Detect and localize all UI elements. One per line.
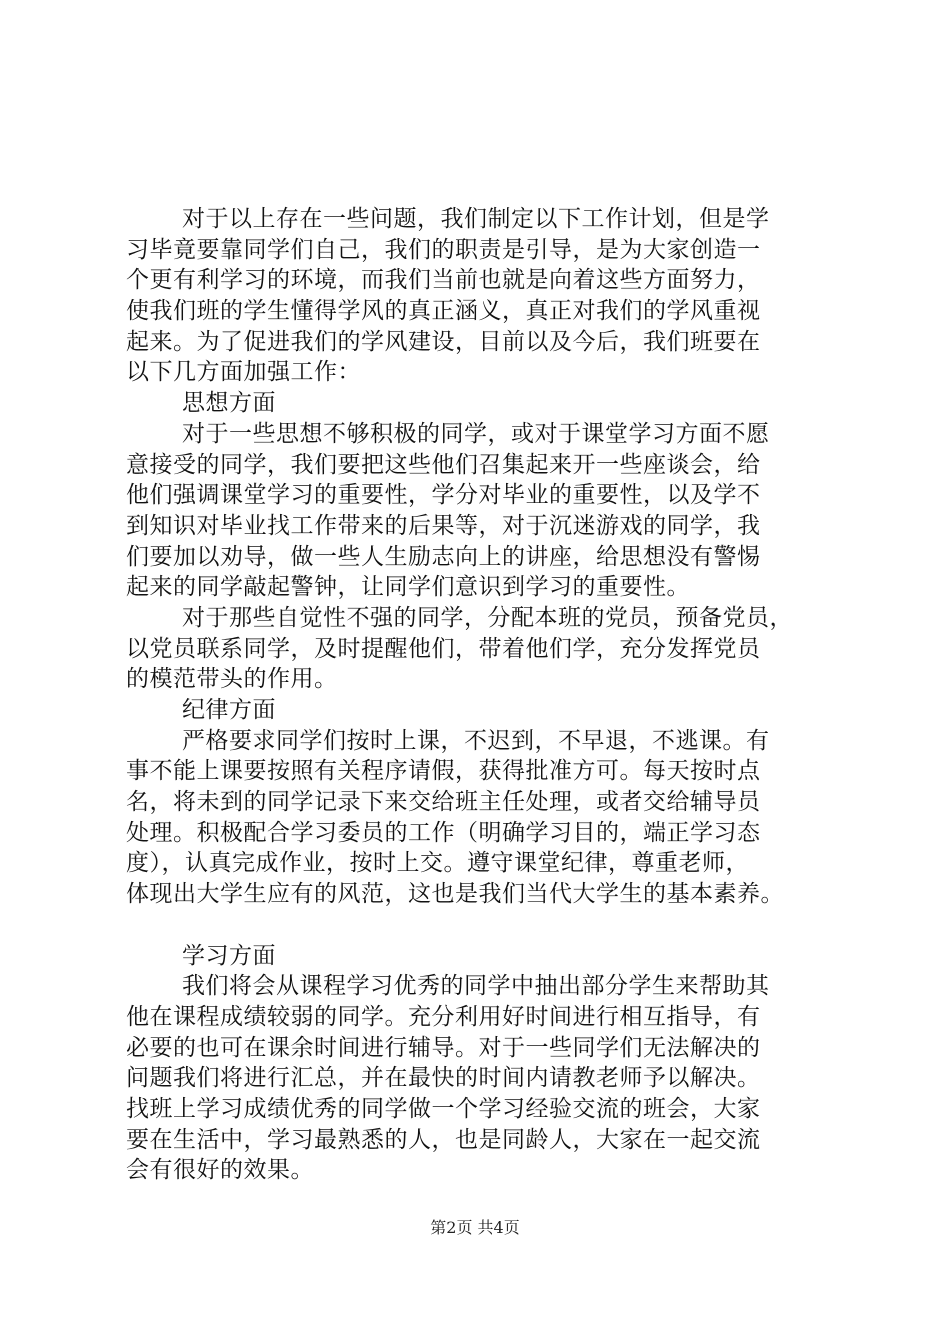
paragraph-line: 要在生活中，学习最熟悉的人，也是同龄人，大家在一起交流 xyxy=(126,1126,761,1153)
paragraph-line: 以党员联系同学，及时提醒他们，带着他们学，充分发挥党员 xyxy=(126,635,761,662)
paragraph-line: 对于一些思想不够积极的同学，或对于课堂学习方面不愿 xyxy=(182,420,770,447)
paragraph-line: 事不能上课要按照有关程序请假，获得批准方可。每天按时点 xyxy=(126,758,761,785)
paragraph-line: 的模范带头的作用。 xyxy=(126,666,338,693)
paragraph-line: 找班上学习成绩优秀的同学做一个学习经验交流的班会，大家 xyxy=(126,1095,761,1122)
paragraph-line: 起来。为了促进我们的学风建设，目前以及今后，我们班要在 xyxy=(126,328,761,355)
section-heading-discipline: 纪律方面 xyxy=(182,697,276,723)
paragraph-line: 会有很好的效果。 xyxy=(126,1157,314,1184)
paragraph-line: 个更有利学习的环境，而我们当前也就是向着这些方面努力， xyxy=(126,267,761,294)
paragraph-line: 使我们班的学生懂得学风的真正涵义，真正对我们的学风重视 xyxy=(126,298,761,325)
page-number: 第2页 共4页 xyxy=(430,1218,520,1237)
section-heading-thought: 思想方面 xyxy=(182,390,276,417)
paragraph-line: 习毕竟要靠同学们自己，我们的职责是引导，是为大家创造一 xyxy=(126,236,761,263)
paragraph-line: 必要的也可在课余时间进行辅导。对于一些同学们无法解决的 xyxy=(126,1034,761,1061)
paragraph-line: 们要加以劝导，做一些人生励志向上的讲座，给思想没有警惕 xyxy=(126,543,761,570)
paragraph-line: 意接受的同学，我们要把这些他们召集起来开一些座谈会，给 xyxy=(126,451,761,478)
paragraph-line: 名，将未到的同学记录下来交给班主任处理，或者交给辅导员 xyxy=(126,789,761,816)
body-text xyxy=(126,204,850,1186)
paragraph-line: 度），认真完成作业，按时上交。遵守课堂纪律，尊重老师， xyxy=(126,850,749,877)
paragraph-line: 以下几方面加强工作： xyxy=(126,359,361,386)
section-heading-study: 学习方面 xyxy=(182,942,276,969)
paragraph-line: 对于以上存在一些问题，我们制定以下工作计划，但是学 xyxy=(182,206,770,232)
paragraph-line: 体现出大学生应有的风范，这也是我们当代大学生的基本素养。 xyxy=(126,881,784,908)
paragraph-line: 他在课程成绩较弱的同学。充分利用好时间进行相互指导，有 xyxy=(126,1003,761,1030)
paragraph-line: 处理。积极配合学习委员的工作（明确学习目的，端正学习态 xyxy=(126,819,761,846)
paragraph-line: 到知识对毕业找工作带来的后果等，对于沉迷游戏的同学，我 xyxy=(126,512,761,539)
paragraph-line: 起来的同学敲起警钟，让同学们意识到学习的重要性。 xyxy=(126,574,690,601)
paragraph-line: 他们强调课堂学习的重要性，学分对毕业的重要性，以及学不 xyxy=(126,482,761,509)
paragraph-line: 严格要求同学们按时上课，不迟到，不早退，不逃课。有 xyxy=(182,727,770,754)
paragraph-line: 对于那些自觉性不强的同学，分配本班的党员，预备党员， xyxy=(182,604,793,631)
paragraph-line: 问题我们将进行汇总，并在最快的时间内请教老师予以解决。 xyxy=(126,1065,761,1092)
paragraph-line: 我们将会从课程学习优秀的同学中抽出部分学生来帮助其 xyxy=(182,973,770,1000)
blank-line xyxy=(126,910,850,941)
